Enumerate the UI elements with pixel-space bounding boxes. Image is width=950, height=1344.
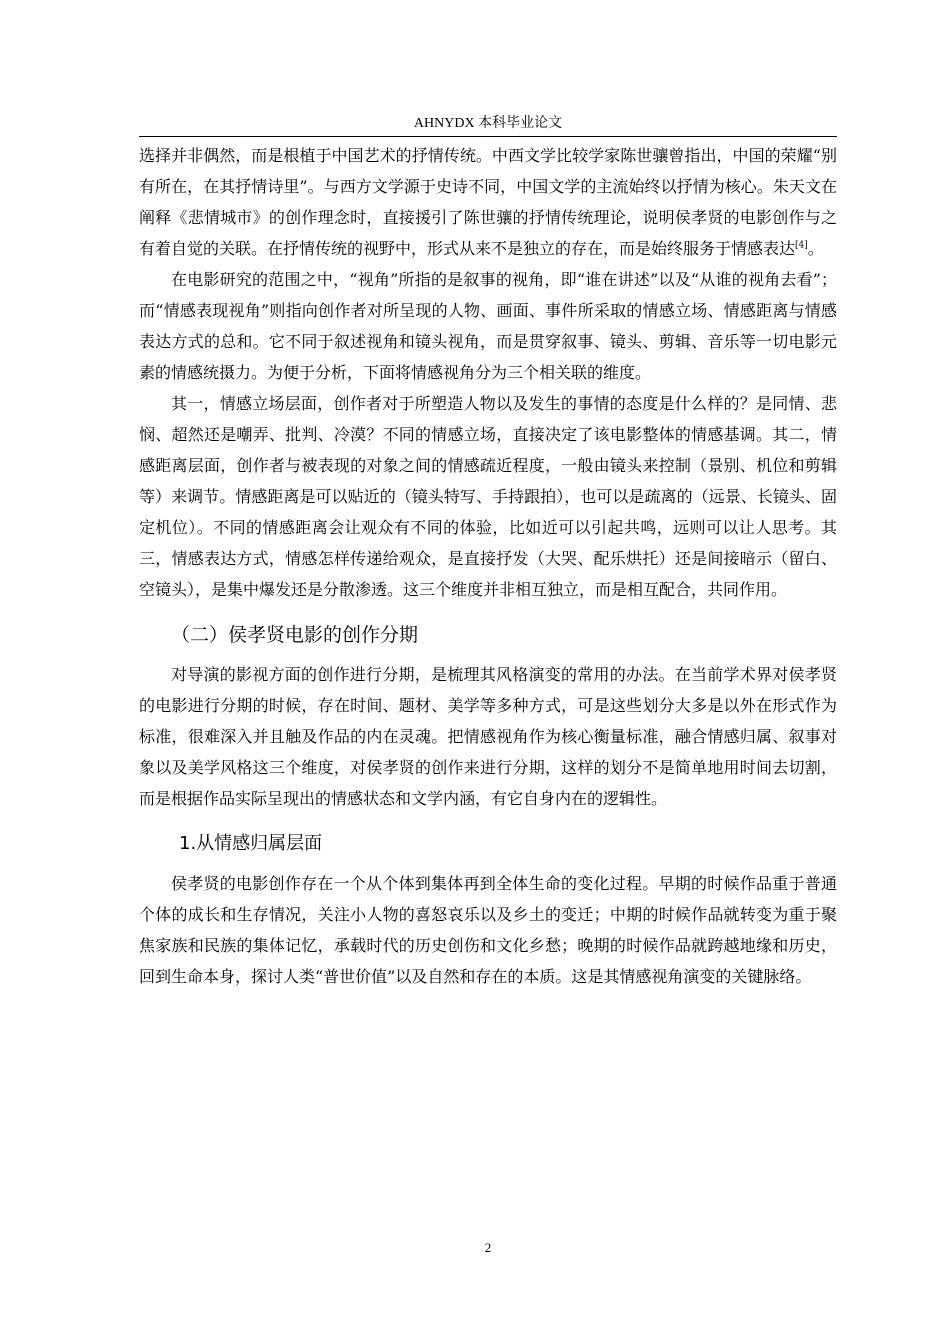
paragraph-three-dimensions: 其一，情感立场层面，创作者对于所塑造人物以及发生的事情的态度是什么样的？是同情、悲悯、超然还是嘲弄、批判、冷漠？不同的情感立场，直接决定了该电影整体的情感基调。其二，情感距离层面，创作者与被表现的对象之间的情感疏近程度，一般由镜头来控制（景别、机位和剪辑等）来调节。情感距离是可以贴近的（镜头特写、手持跟拍），也可以是疏离的（远景、长镜头、固定机位）。不同的情感距离会让观众有不同的体验，比如近可以引起共鸣，远则可以让人思考。其三，情感表达方式，情感怎样传递给观众，是直接抒发（大哭、配乐烘托）还是间接暗示（留白、空镜头），是集中爆发还是分散渗透。这三个维度并非相互独立，而是相互配合，共同作用。 — [139, 394, 837, 599]
paragraph-end: 。 — [807, 239, 824, 258]
paragraph-text: 选择并非偶然，而是根植于中国艺术的抒情传统。中西文学比较学家陈世骧曾指出，中国的荣耀“别有所在，在其抒情诗里”。与西方文学源于史诗不同，中国文学的主流始终以抒情为核心。朱天文在阐释《悲情城市》的创作理念时，直接援引了陈世骧的抒情传统理论，说明侯孝贤的电影创作与之有着自觉的关联。在抒情传统的视野中，形式从来不是独立的存在，而是始终服务于情感表达 — [139, 146, 837, 258]
paragraph-emotional-belonging: 侯孝贤的电影创作存在一个从个体到集体再到全体生命的变化过程。早期的时候作品重于普通个体的成长和生存情况，关注小人物的喜怒哀乐以及乡土的变迁；中期的时候作品就转变为重于聚焦家族和民族的集体记忆，承载时代的历史创伤和文化乡愁；晚期的时候作品就跨越地缘和历史，回到生命本身，探讨人类“普世价值”以及自然和存在的本质。这是其情感视角演变的关键脉络。 — [139, 874, 837, 986]
header-rule — [139, 136, 837, 137]
page-number: 2 — [484, 1240, 492, 1255]
paragraph-periodization: 对导演的影视方面的创作进行分期，是梳理其风格演变的常用的办法。在当前学术界对侯孝贤的电影进行分期的时候，存在时间、题材、美学等多种方式，可是这些划分大多是以外在形式作为标准，很难深入并且触及作品的内在灵魂。把情感视角作为核心衡量标准，融合情感归属、叙事对象以及美学风格这三个维度，对侯孝贤的创作来进行分期，这样的划分不是简单地用时间去切割，而是根据作品实际呈现出的情感状态和文学内涵，有它自身内在的逻辑性。 — [139, 665, 837, 808]
paragraph-continuation — [139, 140, 837, 264]
section-heading: （二）侯孝贤电影的创作分期 — [171, 624, 419, 646]
page-body — [139, 140, 837, 992]
running-header: AHNYDX 本科毕业论文 — [413, 116, 563, 131]
citation-reference: [4] — [795, 240, 808, 251]
subsection-heading: 1.从情感归属层面 — [179, 833, 323, 854]
paragraph-perspective-definition: 在电影研究的范围之中，“视角”所指的是叙事的视角，即“谁在讲述”以及“从谁的视角去看”；而“情感表现视角”则指向创作者对所呈现的人物、画面、事件所采取的情感立场、情感距离与情感表达方式的总和。它不同于叙述视角和镜头视角，而是贯穿叙事、镜头、剪辑、音乐等一切电影元素的情感统摄力。为便于分析，下面将情感视角分为三个相关联的维度。 — [139, 270, 837, 382]
